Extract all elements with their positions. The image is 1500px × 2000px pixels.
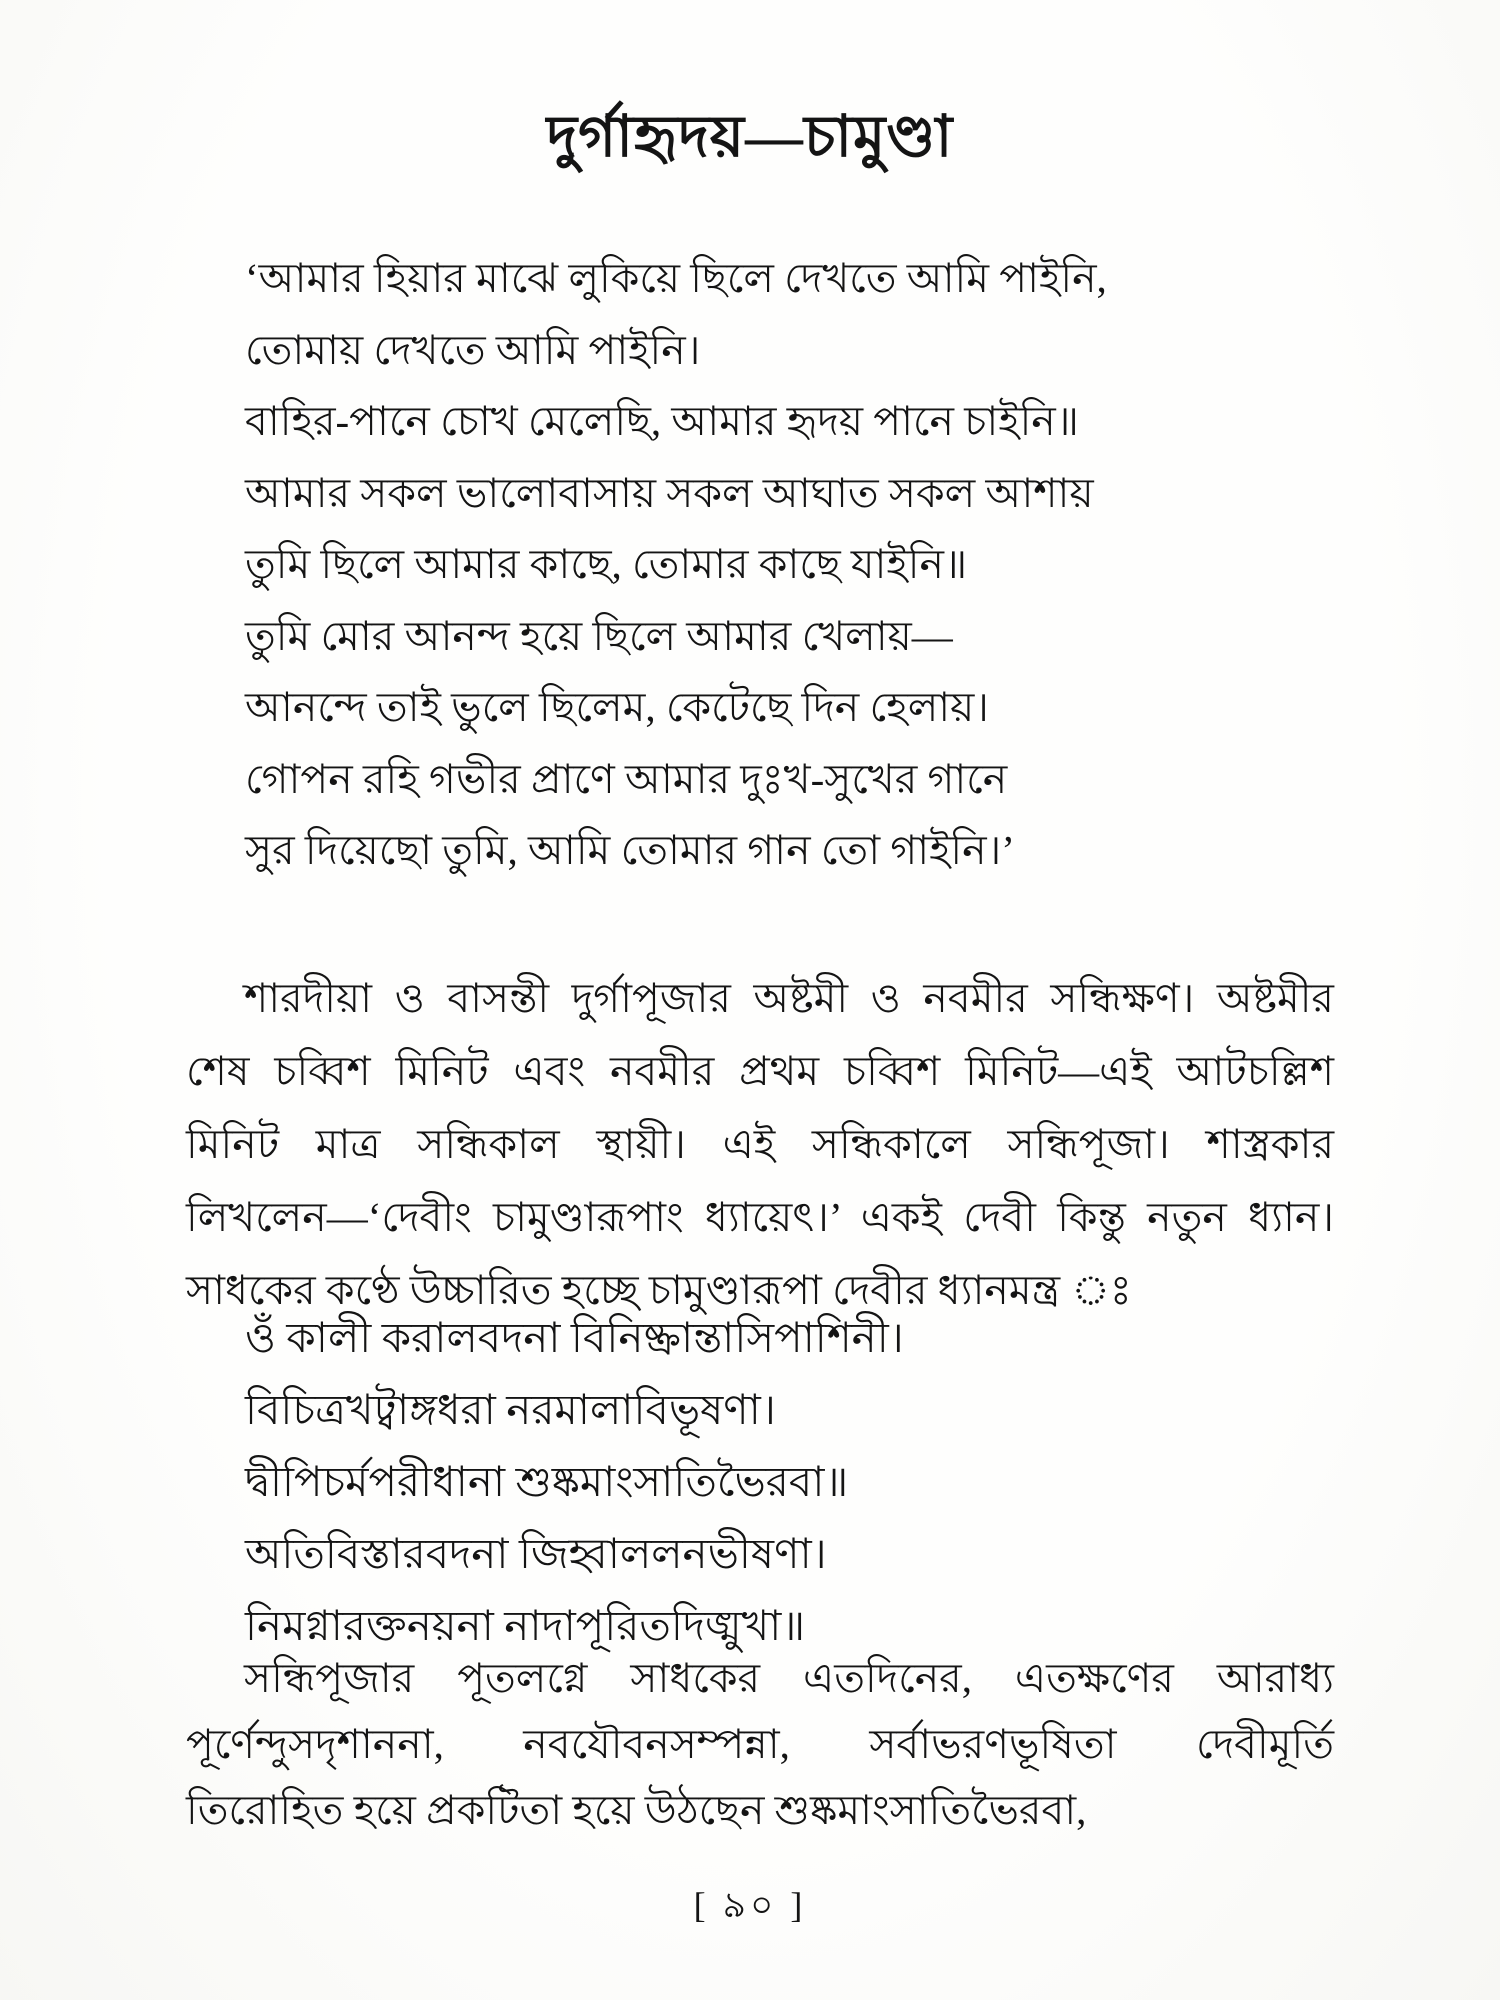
paragraph-2 [186,1645,1334,1843]
poem-line: আনন্দে তাই ভুলে ছিলেম, কেটেছে দিন হেলায়। [245,684,989,730]
paragraph-line: পূর্ণেন্দুসদৃশাননা, নবযৌবনসম্পন্না, সর্বাভরণভূষিতা দেবীমূর্তি [186,1721,1334,1767]
poem-line: তুমি ছিলে আমার কাছে, তোমার কাছে যাইনি॥ [245,541,968,587]
mantra-line: বিচিত্রখট্বাঙ্গধরা নরমালাবিভূষণা। [245,1388,776,1434]
poem-line: গোপন রহি গভীর প্রাণে আমার দুঃখ-সুখের গানে [245,755,1008,802]
poem-line: সুর দিয়েছো তুমি, আমি তোমার গান তো গাইনি।’ [245,827,1015,873]
poem-line: তোমায় দেখতে আমি পাইনি। [245,326,701,373]
paragraph-line: তিরোহিত হয়ে প্রকটিতা হয়ে উঠছেন শুষ্কমাংসাতিভৈরবা, [186,1787,1087,1833]
page-number: [ ৯০ ] [693,1885,807,1925]
paragraph-line: মিনিট মাত্র সন্ধিকাল স্থায়ী। এই সন্ধিকালে সন্ধিপূজা। শাস্ত্রকার [186,1121,1334,1167]
mantra-line: নিমগ্নারক্তনয়না নাদাপূরিতদিঙ্মুখা॥ [245,1604,806,1650]
poem-line: বাহির-পানে চোখ মেলেছি, আমার হৃদয় পানে চাইনি॥ [245,398,1079,444]
paragraph-1 [186,962,1334,1327]
mantra-block [245,1303,1350,1663]
paragraph-line: লিখলেন—‘দেবীং চামুণ্ডারূপাং ধ্যায়েৎ।’ একই দেবী কিন্তু নতুন ধ্যান। [186,1194,1334,1240]
poem-line: ‘আমার হিয়ার মাঝে লুকিয়ে ছিলে দেখতে আমি পাইনি, [245,255,1107,301]
page-title: দুর্গাহৃদয়—চামুণ্ডা [546,104,954,169]
mantra-line: ওঁ কালী করালবদনা বিনিষ্ক্রান্তাসিপাশিনী। [245,1316,904,1362]
paragraph-line: সন্ধিপূজার পূতলগ্নে সাধকের এতদিনের, এতক্ষণের আরাধ্য [244,1655,1334,1701]
poem-block [245,243,1350,887]
paragraph-line: শেষ চব্বিশ মিনিট এবং নবমীর প্রথম চব্বিশ মিনিট—এই আটচল্লিশ [186,1048,1334,1094]
mantra-line: অতিবিস্তারবদনা জিহ্বাললনভীষণা। [245,1532,827,1578]
poem-line: তুমি মোর আনন্দ হয়ে ছিলে আমার খেলায়— [245,612,953,659]
poem-line: আমার সকল ভালোবাসায় সকল আঘাত সকল আশায় [245,469,1094,516]
mantra-line: দ্বীপিচর্মপরীধানা শুষ্কমাংসাতিভৈরবা॥ [245,1460,849,1506]
paragraph-line: শারদীয়া ও বাসন্তী দুর্গাপূজার অষ্টমী ও নবমীর সন্ধিক্ষণ। অষ্টমীর [244,975,1334,1021]
paragraph-line: সাধকের কণ্ঠে উচ্চারিত হচ্ছে চামুণ্ডারূপা দেবীর ধ্যানমন্ত্র ঃ [186,1267,1132,1313]
